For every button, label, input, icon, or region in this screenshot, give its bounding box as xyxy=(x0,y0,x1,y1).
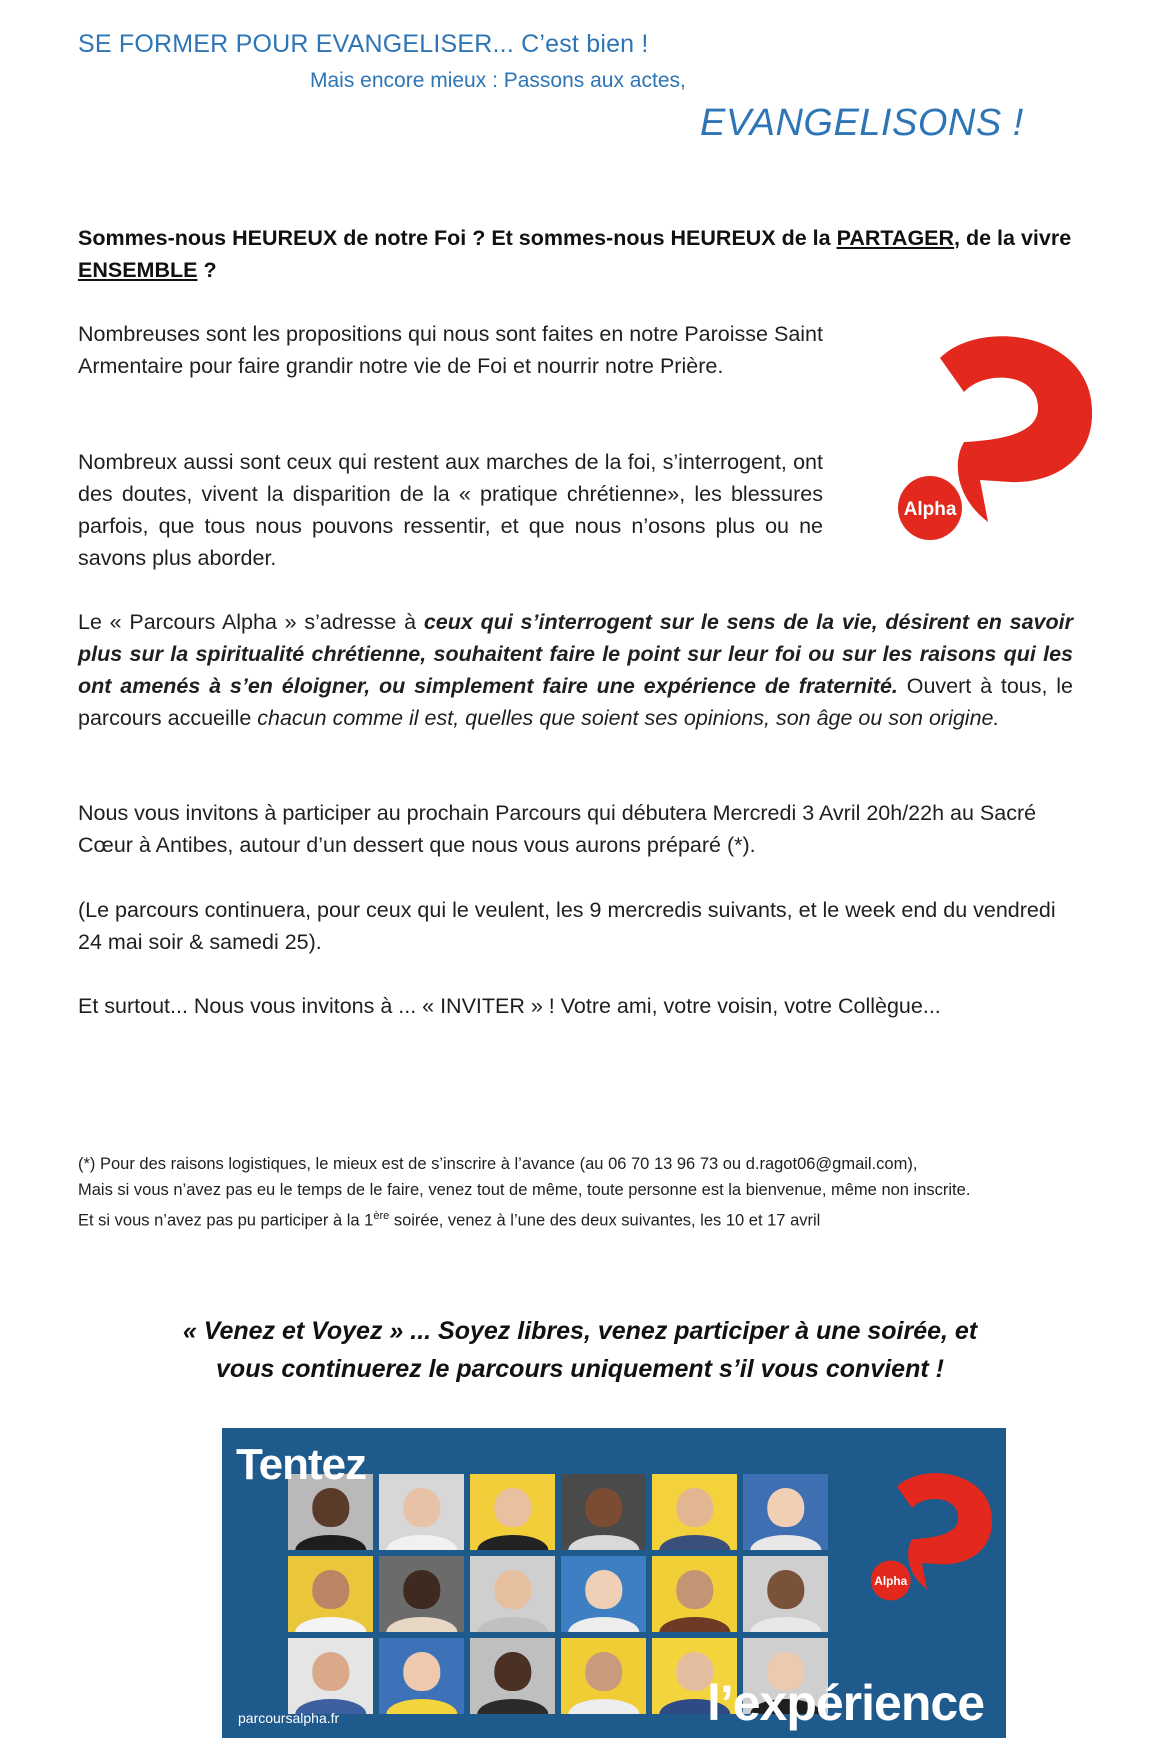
paragraph-2: Nombreux aussi sont ceux qui restent aux marches de la foi, s’interrogent, ont des doutes, vivent la disparition de la « pratique chrétienne», les blessures parfois, que tous nous pouvons ressentir, et que nous n’osons plus ou ne savons plus aborder. xyxy=(78,450,823,570)
portrait-body xyxy=(750,1617,821,1632)
footnote-line-1: (*) Pour des raisons logistiques, le mieux est de s’inscrire à l’avance (au 06 70 13 96 73 ou d.ragot06@gmail.com), xyxy=(78,1155,918,1173)
closing-line-1: « Venez et Voyez » ... Soyez libres, venez participer à une soirée, et xyxy=(182,1317,978,1345)
portrait-face xyxy=(494,1652,531,1692)
paragraph-3-italic: chacun comme il est, quelles que soient ses opinions, son âge ou son origine. xyxy=(257,706,1000,730)
paragraph-5: (Le parcours continuera, pour ceux qui le veulent, les 9 mercredis suivants, et le week end du vendredi 24 mai soir & samedi 25). xyxy=(78,898,1056,954)
footnote-line-3 xyxy=(78,1203,1073,1234)
portrait-face xyxy=(676,1570,713,1610)
banner-alpha-logo-icon xyxy=(847,1458,997,1608)
footnote xyxy=(78,1151,1073,1234)
portrait-body xyxy=(568,1535,639,1550)
portrait-tile xyxy=(652,1556,737,1632)
portrait-tile xyxy=(470,1474,555,1550)
portrait-tile xyxy=(470,1638,555,1714)
portrait-body xyxy=(568,1699,639,1714)
footnote-line-2: Mais si vous n’avez pas eu le temps de le faire, venez tout de même, toute personne est la bienvenue, même non inscrite. xyxy=(78,1181,971,1199)
question-part-3: ? xyxy=(197,258,217,282)
portrait-tile xyxy=(379,1556,464,1632)
banner-title: Tentez xyxy=(236,1440,367,1489)
portrait-face xyxy=(312,1488,349,1528)
portrait-tile xyxy=(379,1638,464,1714)
portrait-tile xyxy=(288,1556,373,1632)
paragraph-4: Nous vous invitons à participer au prochain Parcours qui débutera Mercredi 3 Avril 20h/22h au Sacré Cœur à Antibes, autour d’un dessert que nous vous aurons préparé (*). xyxy=(78,801,1037,857)
paragraph-3 xyxy=(78,606,1073,734)
header-line-1: SE FORMER POUR EVANGELISER... C’est bien ! xyxy=(78,30,649,58)
question-part-2: , de la vivre xyxy=(954,226,1072,250)
footnote-line-3a: Et si vous n’avez pas pu participer à la 1 xyxy=(78,1211,374,1230)
paragraph-3-intro: Le « Parcours Alpha » s’adresse à xyxy=(78,610,424,634)
portrait-tile xyxy=(743,1474,828,1550)
portrait-body xyxy=(386,1699,457,1714)
closing-line-2: vous continuerez le parcours uniquement s’il vous convient ! xyxy=(216,1355,944,1383)
portrait-tile xyxy=(470,1556,555,1632)
portrait-face xyxy=(585,1488,622,1528)
paragraph-1: Nombreuses sont les propositions qui nous sont faites en notre Paroisse Saint Armentaire pour faire grandir notre vie de Foi et nourrir notre Prière. xyxy=(78,322,823,378)
alpha-question-mark-shape xyxy=(940,336,1092,522)
portrait-face xyxy=(767,1570,804,1610)
banner-url: parcoursalpha.fr xyxy=(238,1710,340,1726)
portrait-face xyxy=(676,1488,713,1528)
portrait-face xyxy=(585,1570,622,1610)
portrait-tile xyxy=(561,1474,646,1550)
portrait-body xyxy=(295,1535,366,1550)
portrait-body xyxy=(659,1617,730,1632)
portrait-face xyxy=(312,1570,349,1610)
portrait-tile xyxy=(288,1638,373,1714)
portrait-face xyxy=(585,1652,622,1692)
portrait-face xyxy=(767,1488,804,1528)
banner-logo-label: Alpha xyxy=(874,1573,908,1588)
question-part-1: Sommes-nous HEUREUX de notre Foi ? Et sommes-nous HEUREUX de la xyxy=(78,226,837,250)
paragraph-6: Et surtout... Nous vous invitons à ... « INVITER » ! Votre ami, votre voisin, votre Collègue... xyxy=(78,994,941,1018)
question-ensemble: ENSEMBLE xyxy=(78,258,198,282)
portrait-body xyxy=(477,1535,548,1550)
portrait-face xyxy=(312,1652,349,1692)
portrait-tile xyxy=(561,1556,646,1632)
alpha-logo-question-icon xyxy=(860,322,1100,542)
paragraph-3-bold: ceux qui s’interrogent sur le sens de la vie, désirent en savoir plus sur la spiritualité chrétienne, souhaitent faire le point sur leur foi ou sur les raisons qui les ont amenés à s’en éloigner, ou simplement faire une expérience de fraternité. xyxy=(78,610,1073,698)
portrait-body xyxy=(568,1617,639,1632)
portrait-face xyxy=(403,1652,440,1692)
header-line-2: Mais encore mieux : Passons aux actes, xyxy=(310,69,686,92)
banner-question-mark-shape xyxy=(897,1473,992,1589)
portrait-body xyxy=(386,1617,457,1632)
portrait-tile xyxy=(379,1474,464,1550)
question-heading xyxy=(78,222,1073,286)
portrait-body xyxy=(477,1617,548,1632)
portrait-face xyxy=(494,1570,531,1610)
portrait-face xyxy=(494,1488,531,1528)
portrait-tile xyxy=(561,1638,646,1714)
footnote-superscript: ère xyxy=(373,1210,390,1222)
alpha-logo-label: Alpha xyxy=(903,499,957,520)
question-partager: PARTAGER xyxy=(836,226,955,250)
closing-quote xyxy=(160,1312,1000,1388)
portrait-body xyxy=(295,1617,366,1632)
portrait-face xyxy=(403,1570,440,1610)
portrait-tile xyxy=(652,1474,737,1550)
banner-subtitle: l’expérience xyxy=(706,1675,984,1731)
header-line-3: EVANGELISONS ! xyxy=(700,102,1024,144)
alpha-banner-image xyxy=(222,1428,1006,1738)
footnote-line-3b: soirée, venez à l’une des deux suivantes, les 10 et 17 avril xyxy=(389,1211,821,1230)
portrait-body xyxy=(386,1535,457,1550)
portrait-body xyxy=(659,1535,730,1550)
paragraph-3-mid: Ouvert à tous, le parcours accueille xyxy=(78,674,1074,730)
portrait-body xyxy=(477,1699,548,1714)
portrait-tile xyxy=(743,1556,828,1632)
portrait-body xyxy=(750,1535,821,1550)
portrait-face xyxy=(403,1488,440,1528)
